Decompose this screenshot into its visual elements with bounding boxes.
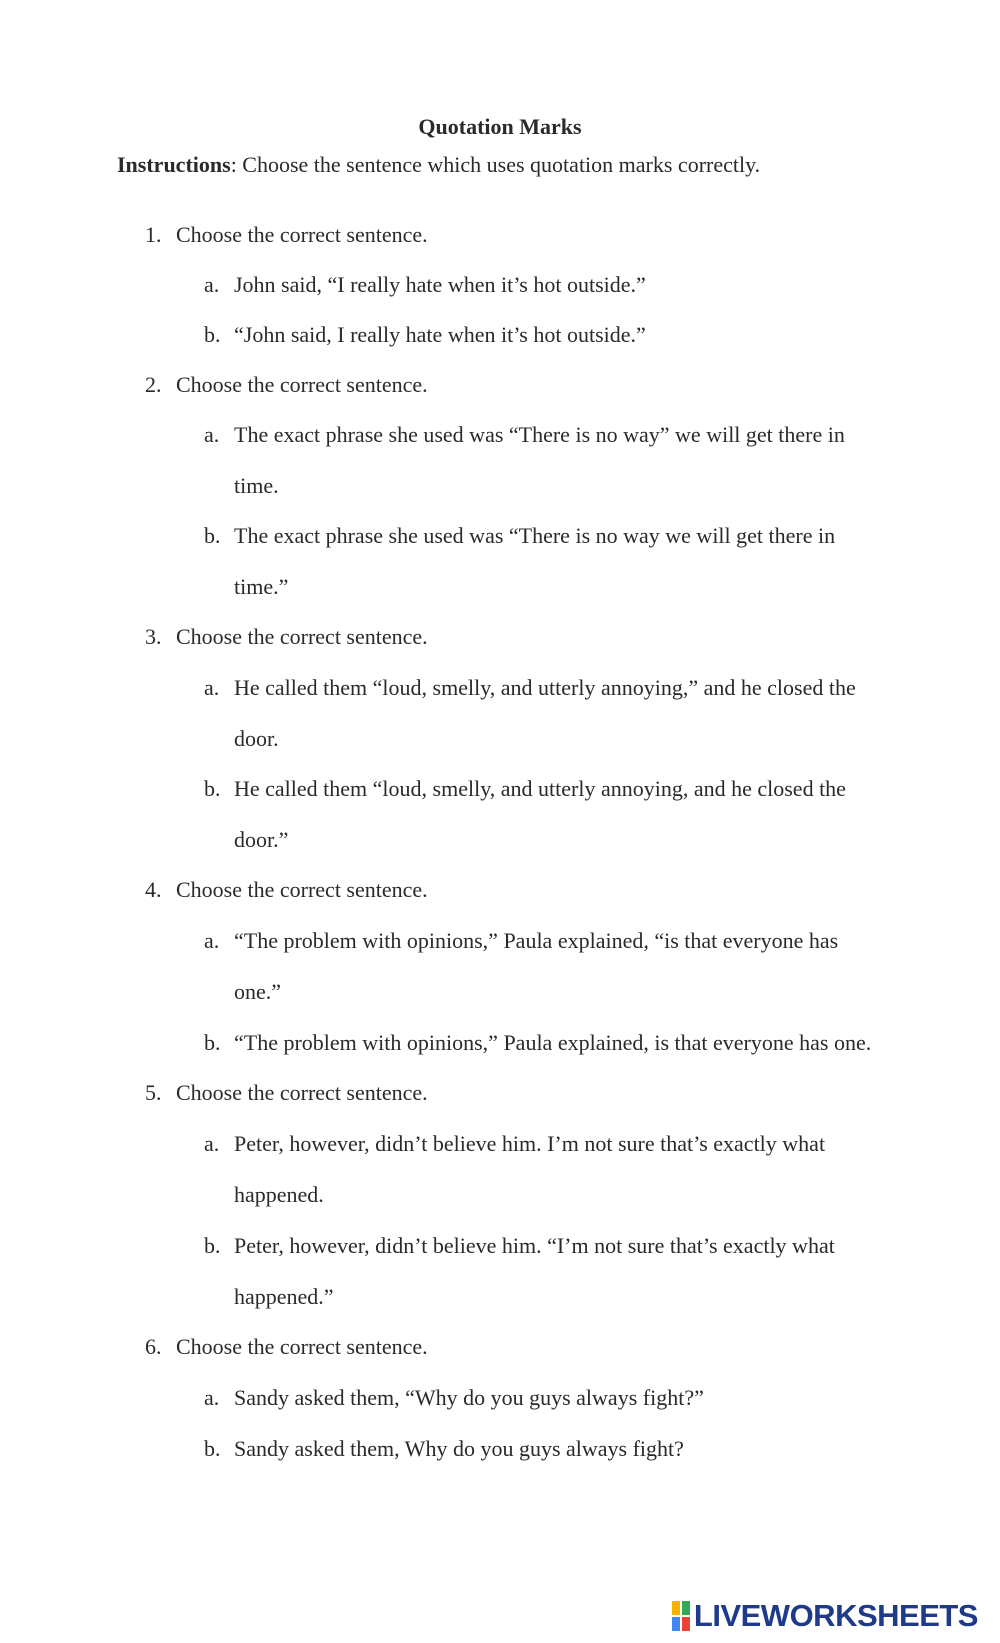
question-prompt: Choose the correct sentence. — [176, 1080, 428, 1105]
logo-text: LIVEWORKSHEETS — [693, 1598, 978, 1633]
option-text[interactable]: Sandy asked them, Why do you guys always fight? — [234, 1436, 684, 1461]
option-text[interactable]: He called them “loud, smelly, and utterly annoying,” and he closed the door. — [234, 675, 856, 751]
option-text[interactable]: “John said, I really hate when it’s hot outside.” — [234, 322, 646, 347]
logo-mark-icon — [672, 1601, 690, 1631]
option-letter: a. — [204, 422, 220, 447]
question-number: 1. — [145, 222, 162, 247]
question-number: 5. — [145, 1080, 162, 1105]
option-text[interactable]: Peter, however, didn’t believe him. I’m not sure that’s exactly what happened. — [234, 1131, 826, 1207]
logo-square — [682, 1617, 690, 1631]
option-text[interactable]: “The problem with opinions,” Paula explained, “is that everyone has one.” — [234, 928, 839, 1004]
question-number: 2. — [145, 372, 162, 397]
option-text[interactable]: The exact phrase she used was “There is no way we will get there in time.” — [234, 523, 836, 599]
instructions-text: : Choose the sentence which uses quotation marks correctly. — [230, 152, 761, 177]
option-letter: a. — [204, 1385, 220, 1410]
option-letter: a. — [204, 1131, 220, 1156]
logo-square — [672, 1601, 680, 1615]
question-prompt: Choose the correct sentence. — [176, 877, 428, 902]
option-text[interactable]: He called them “loud, smelly, and utterly annoying, and he closed the door.” — [234, 776, 846, 852]
question-number: 6. — [145, 1334, 162, 1359]
option-letter: a. — [204, 272, 220, 297]
option-letter: b. — [204, 1436, 221, 1461]
page-title: Quotation Marks — [418, 114, 582, 139]
option-letter: a. — [204, 675, 220, 700]
option-letter: a. — [204, 928, 220, 953]
question-prompt: Choose the correct sentence. — [176, 372, 428, 397]
instructions — [117, 152, 760, 178]
option-text[interactable]: Peter, however, didn’t believe him. “I’m not sure that’s exactly what happened.” — [234, 1233, 835, 1309]
option-letter: b. — [204, 523, 221, 548]
instructions-label: Instructions — [117, 152, 231, 177]
option-text[interactable]: Sandy asked them, “Why do you guys always fight?” — [234, 1385, 704, 1410]
question-prompt: Choose the correct sentence. — [176, 624, 428, 649]
option-text[interactable]: John said, “I really hate when it’s hot outside.” — [234, 272, 646, 297]
question-number: 3. — [145, 624, 162, 649]
question-prompt: Choose the correct sentence. — [176, 1334, 428, 1359]
option-text[interactable]: The exact phrase she used was “There is no way” we will get there in time. — [234, 422, 845, 498]
liveworksheets-logo[interactable] — [672, 1598, 978, 1634]
question-number: 4. — [145, 877, 162, 902]
option-letter: b. — [204, 1030, 221, 1055]
option-text[interactable]: “The problem with opinions,” Paula explained, is that everyone has one. — [234, 1030, 872, 1055]
option-letter: b. — [204, 776, 221, 801]
question-prompt: Choose the correct sentence. — [176, 222, 428, 247]
option-letter: b. — [204, 322, 221, 347]
logo-square — [682, 1601, 690, 1615]
option-letter: b. — [204, 1233, 221, 1258]
logo-square — [672, 1617, 680, 1631]
